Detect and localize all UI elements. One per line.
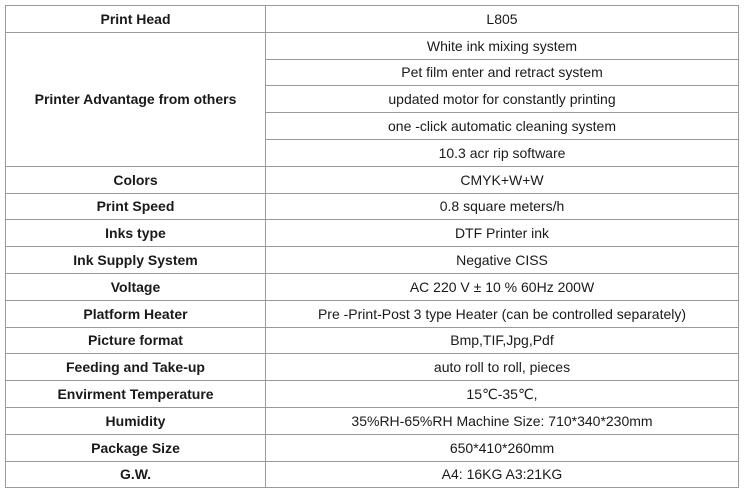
spec-label: Feeding and Take-up: [6, 354, 266, 381]
spec-value: 15℃-35℃,: [266, 381, 739, 408]
spec-row: [6, 300, 739, 327]
spec-table: [5, 5, 739, 488]
spec-row: [6, 461, 739, 488]
spec-value: A4: 16KG A3:21KG: [266, 461, 739, 488]
spec-label: Colors: [6, 166, 266, 193]
spec-value: AC 220 V ± 10 % 60Hz 200W: [266, 273, 739, 300]
spec-row: [6, 193, 739, 220]
spec-label: Print Head: [6, 6, 266, 33]
spec-row: [6, 220, 739, 247]
spec-table-body: [6, 6, 739, 488]
spec-row: [6, 327, 739, 354]
spec-label: Package Size: [6, 434, 266, 461]
spec-row: [6, 6, 739, 33]
spec-value: Pet film enter and retract system: [266, 59, 739, 86]
spec-value: DTF Printer ink: [266, 220, 739, 247]
spec-value: one -click automatic cleaning system: [266, 113, 739, 140]
spec-label: Humidity: [6, 407, 266, 434]
spec-value: CMYK+W+W: [266, 166, 739, 193]
spec-value: auto roll to roll, pieces: [266, 354, 739, 381]
spec-value: updated motor for constantly printing: [266, 86, 739, 113]
spec-row: [6, 407, 739, 434]
spec-row: [6, 354, 739, 381]
spec-label: Picture format: [6, 327, 266, 354]
spec-row: [6, 434, 739, 461]
spec-row: [6, 166, 739, 193]
spec-label: Printer Advantage from others: [6, 32, 266, 166]
spec-label: Ink Supply System: [6, 247, 266, 274]
spec-label: Envirment Temperature: [6, 381, 266, 408]
spec-value: L805: [266, 6, 739, 33]
spec-value: Pre -Print-Post 3 type Heater (can be controlled separately): [266, 300, 739, 327]
spec-value: 0.8 square meters/h: [266, 193, 739, 220]
spec-label: Print Speed: [6, 193, 266, 220]
spec-label: Inks type: [6, 220, 266, 247]
spec-value: White ink mixing system: [266, 32, 739, 59]
spec-row: [6, 247, 739, 274]
spec-value: 10.3 acr rip software: [266, 139, 739, 166]
spec-row: [6, 381, 739, 408]
spec-label: Platform Heater: [6, 300, 266, 327]
spec-row: [6, 273, 739, 300]
spec-label: G.W.: [6, 461, 266, 488]
spec-value: 650*410*260mm: [266, 434, 739, 461]
spec-value: 35%RH-65%RH Machine Size: 710*340*230mm: [266, 407, 739, 434]
spec-value: Negative CISS: [266, 247, 739, 274]
spec-row: [6, 32, 739, 59]
spec-value: Bmp,TIF,Jpg,Pdf: [266, 327, 739, 354]
spec-label: Voltage: [6, 273, 266, 300]
